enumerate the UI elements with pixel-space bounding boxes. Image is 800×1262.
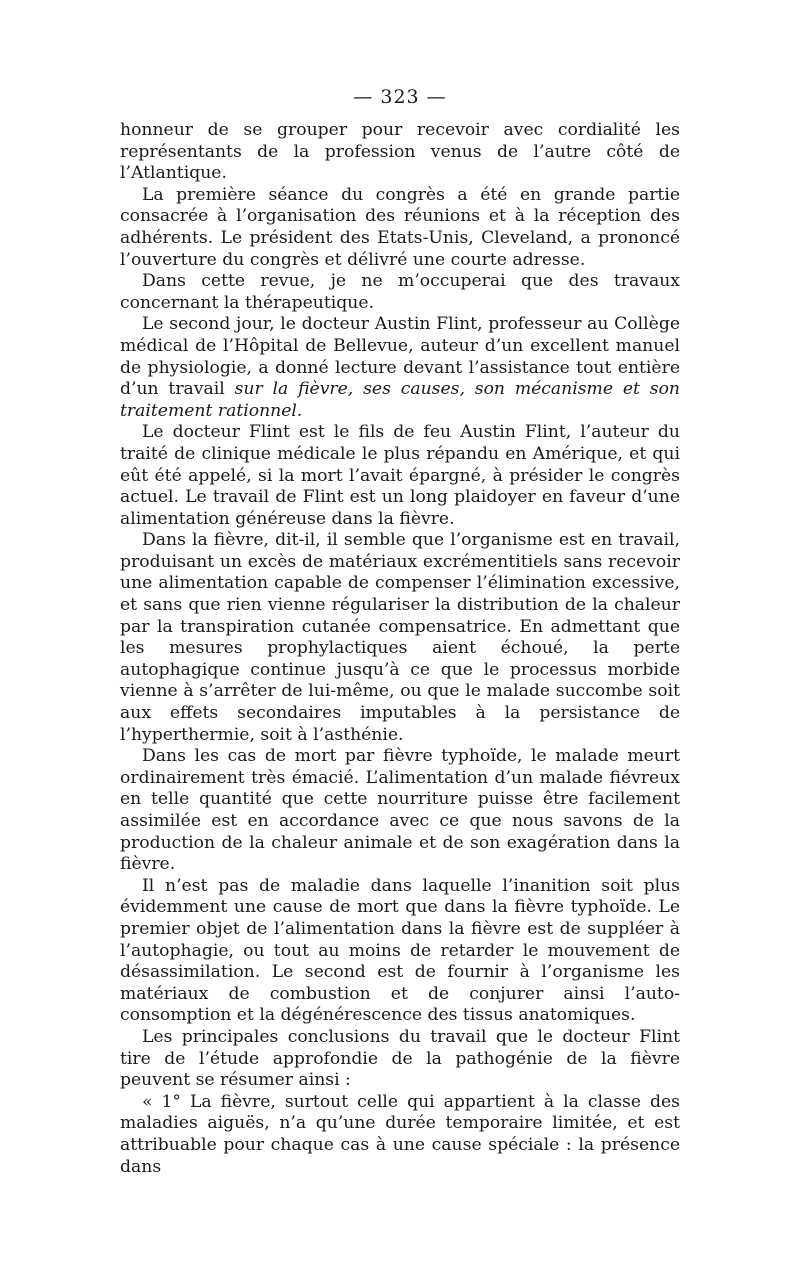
- paragraph-first-session: La première séance du congrès a été en grande partie consacrée à l’organisation des réunions et à la réception des adhérents. Le président des Etats-Unis, Cleveland, a prononcé l’ouverture du congrès et délivré une courte adresse.: [120, 184, 680, 270]
- paragraph-flint-biography: Le docteur Flint est le fils de feu Austin Flint, l’auteur du traité de clinique médicale le plus répandu en Amérique, et qui eût été appelé, si la mort l’avait épargné, à présider le congrès actuel. Le travail de Flint est un long plaidoyer en faveur d’une alimentation généreuse dans la fièvre.: [120, 422, 680, 529]
- paragraph-fever-mechanism: Dans la fièvre, dit-il, il semble que l’organisme est en travail, produisant un excès de matériaux excrémentitiels sans recevoir une alimentation capable de compenser l’élimination excessive, et sans que rien vienne régulariser la distribution de la chaleur par la transpiration cutanée compensatrice. En admettant que les mesures prophylactiques aient échoué, la perte autophagique continue jusqu’à ce que le processus morbide vienne à s’arrêter de lui-même, ou que le malade succombe soit aux effets secondaires imputables à la persistance de l’hyperthermie, soit à l’asthénie.: [120, 530, 680, 745]
- paragraph-flint-lecture-text: Le second jour, le docteur Austin Flint, professeur au Collège médical de l’Hôpital de Bellevue, auteur d’un excellent manuel de physiologie, a donné lecture devant l’assistance tout entière d’un travail: [120, 314, 680, 400]
- paragraph-flint-lecture: [120, 314, 680, 422]
- paragraph-conclusion-one: « 1° La fièvre, surtout celle qui appartient à la classe des maladies aiguës, n’a qu’une durée temporaire limitée, et est attribuable pour chaque cas à une cause spéciale : la présence dans: [120, 1091, 680, 1177]
- book-page: [120, 86, 680, 1178]
- page-number: — 323 —: [353, 86, 447, 108]
- lecture-title: sur la fièvre, ses causes, son mécanisme et son traitement rationnel.: [120, 379, 680, 421]
- paragraph-continuation: honneur de se grouper pour recevoir avec cordialité les représentants de la profession venus de l’autre côté de l’Atlantique.: [120, 120, 680, 184]
- paragraph-review-scope: Dans cette revue, je ne m’occuperai que des travaux concernant la thérapeutique.: [120, 271, 680, 313]
- paragraph-conclusions-intro: Les principales conclusions du travail que le docteur Flint tire de l’étude approfondie de la pathogénie de la fièvre peuvent se résumer ainsi :: [120, 1026, 680, 1091]
- paragraph-inanition: Il n’est pas de maladie dans laquelle l’inanition soit plus évidemment une cause de mort que dans la fièvre typhoïde. Le premier objet de l’alimentation dans la fièvre est de suppléer à l’autophagie, ou tout au moins de retarder le mouvement de désassimilation. Le second est de fournir à l’organisme les matériaux de combustion et de conjurer ainsi l’auto-consomption et la dégénérescence des tissus anatomiques.: [120, 875, 680, 1026]
- paragraph-typhoid-death: Dans les cas de mort par fièvre typhoïde, le malade meurt ordinairement très émacié. L’alimentation d’un malade fiévreux en telle quantité que cette nourriture puisse être facilement assimilée est en accordance avec ce que nous savons de la production de la chaleur animale et de son exagération dans la fièvre.: [120, 746, 680, 875]
